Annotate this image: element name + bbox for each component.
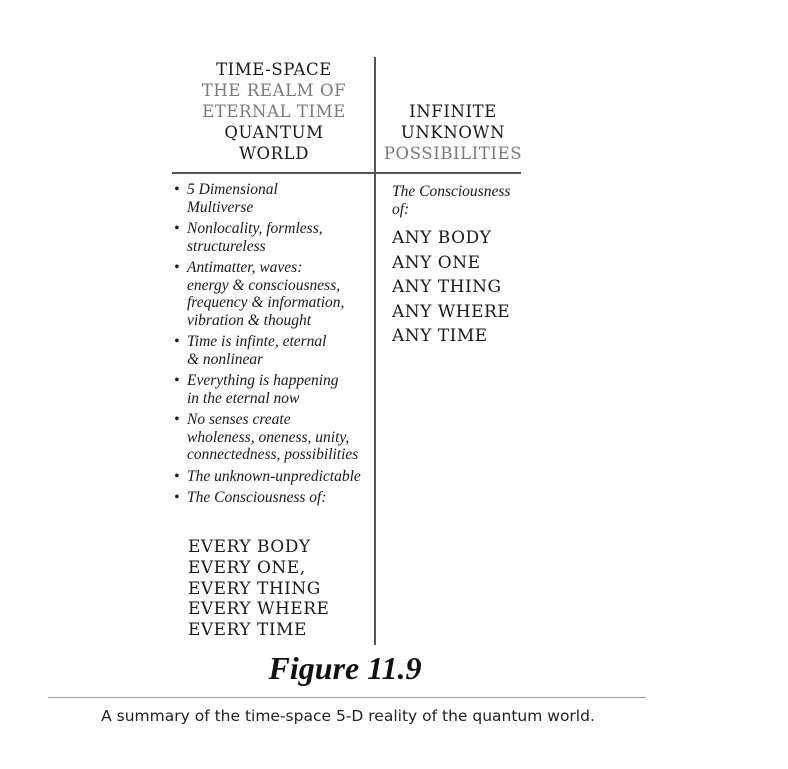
bullet-item: • Antimatter, waves: energy & consciousness, frequency & information, vibration & thought bbox=[174, 259, 345, 329]
any-item: ANY ONE bbox=[392, 252, 481, 273]
bullet-item: • Everything is happening in the eternal now bbox=[174, 372, 339, 407]
any-item: ANY THING bbox=[392, 277, 502, 298]
any-list bbox=[392, 226, 510, 349]
right-column-intro: The Consciousness of: bbox=[392, 183, 511, 218]
bullet-dot: • bbox=[174, 467, 180, 485]
figure-caption: A summary of the time-space 5-D reality of the quantum world. bbox=[101, 707, 595, 725]
left-header-line-1: TIME-SPACE bbox=[216, 60, 332, 79]
every-item: EVERY BODY bbox=[188, 537, 311, 557]
left-header-line-4: QUANTUM bbox=[224, 123, 324, 142]
caption-divider bbox=[48, 697, 646, 698]
right-column-header bbox=[378, 101, 528, 164]
every-item: EVERY ONE, bbox=[188, 557, 306, 578]
any-item: ANY BODY bbox=[392, 228, 492, 248]
bullet-dot: • bbox=[174, 411, 180, 428]
every-item: EVERY TIME bbox=[188, 620, 307, 641]
left-header-line-3: ETERNAL TIME bbox=[202, 102, 346, 121]
bullet-dot: • bbox=[174, 333, 180, 350]
left-header-line-5: WORLD bbox=[238, 144, 310, 163]
bullet-dot: • bbox=[174, 181, 180, 198]
right-header-line-2: UNKNOWN bbox=[400, 123, 506, 142]
bullet-dot: • bbox=[174, 372, 180, 389]
right-header-line-3: POSSIBILITIES bbox=[383, 144, 523, 163]
every-item: EVERY THING bbox=[188, 578, 321, 599]
left-bullet-list bbox=[174, 181, 370, 511]
bullet-item: • Time is infinte, eternal & nonlinear bbox=[174, 333, 327, 368]
any-item: ANY TIME bbox=[392, 326, 488, 347]
bullet-dot: • bbox=[174, 220, 180, 237]
bullet-dot: • bbox=[174, 489, 180, 506]
bullet-item: • The Consciousness of: bbox=[174, 489, 327, 506]
column-divider bbox=[374, 57, 376, 645]
left-header-line-2: THE REALM OF bbox=[201, 81, 347, 100]
every-item: EVERY WHERE bbox=[188, 599, 330, 620]
figure-title: Figure 11.9 bbox=[268, 650, 422, 686]
bullet-item: • The unknown-unpredictable bbox=[174, 467, 361, 485]
right-header-line-1: INFINITE bbox=[409, 102, 497, 121]
bullet-item: • Nonlocality, formless, structureless bbox=[174, 220, 323, 255]
bullet-item: • No senses create wholeness, oneness, unity, connectedness, possibilities bbox=[174, 411, 359, 463]
every-list bbox=[188, 537, 329, 641]
bullet-item: • 5 Dimensional Multiverse bbox=[174, 181, 278, 216]
left-column-header bbox=[183, 59, 365, 164]
header-divider bbox=[172, 172, 521, 174]
bullet-dot: • bbox=[174, 259, 180, 276]
any-item: ANY WHERE bbox=[392, 301, 511, 322]
